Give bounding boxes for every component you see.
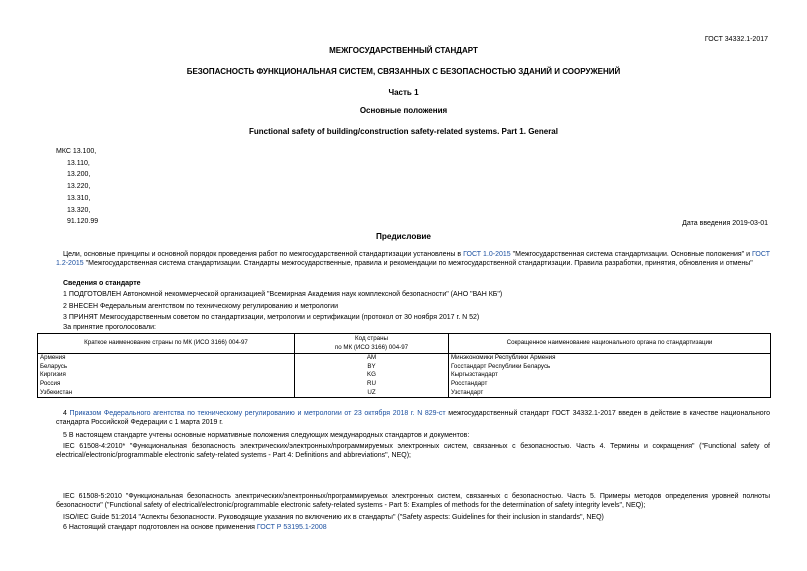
voted-label: За принятие проголосовали: <box>63 324 156 331</box>
table-row <box>38 380 771 389</box>
info-item-5: 5 В настоящем стандарте учтены основные нормативные положения следующих международных стандартов и документов: <box>63 432 470 439</box>
standards-body: Госстандарт Республики Беларусь <box>449 363 771 372</box>
gost-r-53195-link[interactable]: ГОСТ Р 53195.1-2008 <box>256 524 327 531</box>
table-header-cell: Код страны по МК (ИСО 3166) 004-97 <box>295 334 449 354</box>
standards-body: Кыргызстандарт <box>449 371 771 380</box>
table-header-cell: Краткое наименование страны по МК (ИСО 3166) 004-97 <box>38 334 295 354</box>
gost-number: ГОСТ 34332.1-2017 <box>704 36 768 43</box>
mks-code: 13.200, <box>67 171 91 179</box>
mks-code: МКС 13.100, <box>56 148 97 155</box>
info-item-1: 1 ПОДГОТОВЛЕН Автономной некоммерческой организацией "Всемирная Академия наук комплексной безопасности" (АНО "ВАН КБ") <box>63 291 503 298</box>
standard-title-ru: БЕЗОПАСНОСТЬ ФУНКЦИОНАЛЬНАЯ СИСТЕМ, СВЯЗАННЫХ С БЕЗОПАСНОСТЬЮ ЗДАНИЙ И СООРУЖЕНИЙ <box>186 67 621 76</box>
info-item-2: 2 ВНЕСЕН Федеральным агентством по техническому регулированию и метрологии <box>63 303 339 310</box>
mks-code: 13.220, <box>67 183 91 191</box>
table-row <box>38 354 771 363</box>
info-item-4 <box>56 409 770 427</box>
table-header-cell: Сокращенное наименование национального органа по стандартизации <box>449 334 771 354</box>
standard-title-en: Functional safety of building/construction safety-related systems. Part 1. General <box>249 127 558 136</box>
country-name: Узбекистан <box>38 389 295 398</box>
country-code: AM <box>295 354 449 363</box>
gost-1-0-link[interactable]: ГОСТ 1.0-2015 <box>463 251 511 258</box>
country-name: Беларусь <box>38 363 295 372</box>
gost-1-2-link[interactable]: ГОСТ 1.2-2015 <box>56 251 770 268</box>
country-code: KG <box>295 371 449 380</box>
info-item-3: 3 ПРИНЯТ Межгосударственным советом по стандартизации, метрологии и сертификации (протокол от 30 ноября 2017 г. N 52) <box>63 314 480 321</box>
country-code: UZ <box>295 389 449 398</box>
introduction-date: Дата введения 2019-03-01 <box>682 220 768 227</box>
voting-countries-table <box>37 333 771 398</box>
country-name: Киргизия <box>38 371 295 380</box>
mks-codes <box>56 146 98 228</box>
standards-body: Росстандарт <box>449 380 771 389</box>
country-code: RU <box>295 380 449 389</box>
preface-heading: Предисловие <box>376 232 431 241</box>
part-heading: Часть 1 <box>388 88 419 97</box>
iso-iec-guide-51-reference: ISO/IEC Guide 51:2014 "Аспекты безопасности. Руководящие указания по включению их в стандарты" ("Safety aspects: Guidelines for their inclusion in standards", NEQ) <box>63 514 604 521</box>
item-text: 6 Настоящий стандарт подготовлен на основе применения <box>63 524 257 531</box>
preface-text: "Межгосударственная система стандартизации. Стандарты межгосударственные, правила и рекомендации по межгосударственной стандартизации. Правила разработки, принятия, обновления и отмены" <box>83 260 753 268</box>
country-code: BY <box>295 363 449 372</box>
item-number: 4 <box>63 410 70 417</box>
mks-code: 91.120.99 <box>67 218 99 226</box>
table-row <box>38 363 771 372</box>
iec-61508-5-reference: IEC 61508-5:2010 "Функциональная безопасность электрических/электронных/программируемых электронных систем, связанных с безопасностью. Часть 5. Примеры методов определения уровней полноты безопасности" ("Functional safety of electrical/electronic/programmable electronic safety-related systems - Part 5: Examples of methods for the determination of safety integrity levels", NEQ); <box>56 493 770 510</box>
table-row <box>38 371 771 380</box>
info-item-6 <box>56 523 770 532</box>
country-name: Россия <box>38 380 295 389</box>
standards-body: Минэкономики Республики Армения <box>449 354 771 363</box>
table-header-row <box>38 334 771 354</box>
country-name: Армения <box>38 354 295 363</box>
preface-text: "Межгосударственная система стандартизации. Основные положения" и <box>510 251 753 258</box>
subtitle-ru: Основные положения <box>359 106 448 115</box>
mks-code: 13.320, <box>67 206 91 214</box>
mks-code: 13.110, <box>67 159 90 167</box>
preface-paragraph <box>56 250 770 268</box>
standard-info-heading: Сведения о стандарте <box>63 280 141 287</box>
standards-body: Узстандарт <box>449 389 771 398</box>
table-row <box>38 389 771 398</box>
rosstandart-order-link[interactable]: Приказом Федерального агентства по техническому регулированию и метрологии от 23 октября 2018 г. N 829-ст <box>69 410 446 417</box>
mks-code: 13.310, <box>67 194 91 202</box>
iec-61508-4-reference: IEC 61508-4:2010* "Функциональная безопасность электрических/электронных/программируемых электронных систем, связанных с безопасностью. Часть 4. Термины и сокращения" ("Functional safety of electrical/electronic/programmable electronic safety-related systems - Part 4: Definitions and abbreviations", NEQ); <box>56 443 770 460</box>
preface-text: Цели, основные принципы и основной порядок проведения работ по межгосударственной стандартизации установлены в <box>63 251 464 258</box>
item-text: межгосударственный стандарт ГОСТ 34332.1-2017 введен в действие в качестве национального стандарта Российской Федерации с 1 марта 2019 г. <box>56 410 770 427</box>
interstate-standard-heading: МЕЖГОСУДАРСТВЕННЫЙ СТАНДАРТ <box>329 46 478 55</box>
